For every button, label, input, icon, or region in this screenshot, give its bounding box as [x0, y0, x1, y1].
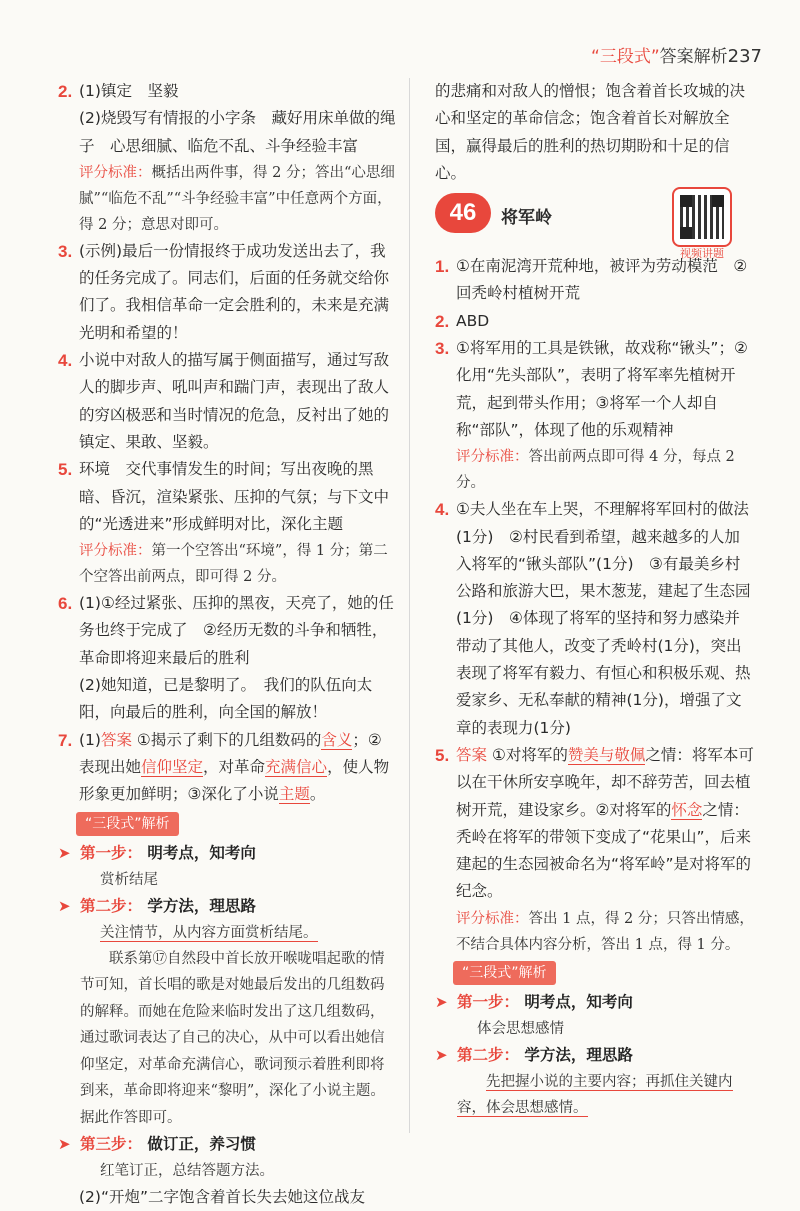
column-divider	[409, 78, 410, 1133]
answer-number: 6.	[58, 594, 73, 614]
answer-segment: ①揭示了剩下的几组数码的	[136, 730, 322, 749]
answer-text: (2)“开炮”二字饱含着首长失去她这位战友	[79, 1188, 366, 1207]
answer-prefix: (1)	[79, 730, 101, 749]
step-title: 学方法，理思路	[147, 896, 256, 915]
keyword: 怀念	[671, 800, 703, 819]
answer-3	[435, 335, 755, 496]
scoring-label: 评分标准：	[79, 164, 152, 181]
step-body	[58, 946, 396, 1132]
answer-text: (1)①经过紧张、压抑的黑夜，天亮了，她的任务也终于完成了 ②经历无数的斗争和牺牲，革命即将迎来最后的胜利	[79, 594, 394, 667]
answer-7-2	[58, 1184, 396, 1211]
left-column	[58, 78, 396, 1211]
step-3	[58, 1131, 396, 1158]
step-label: 第三步：	[80, 1135, 143, 1154]
header-label: 答案解析	[659, 47, 728, 67]
answer-text: (1)镇定 坚毅	[79, 82, 179, 100]
answer-text	[79, 727, 396, 809]
step-1	[435, 989, 755, 1016]
step-1	[58, 840, 396, 867]
answer-7	[58, 727, 396, 809]
step-body: 红笔订正，总结答题方法。	[100, 1163, 274, 1180]
scoring-text: 概括出两件事，得 2 分；答出“心思细腻”“临危不乱”“斗争经验丰富”中任意两个方面，得 2 分；意思对即可。	[79, 164, 395, 233]
answer-number: 7.	[58, 730, 73, 750]
analysis-tag: “三段式”解析	[453, 961, 556, 985]
answer-number: 2.	[435, 311, 450, 331]
arrow-icon: ➤	[435, 1045, 448, 1064]
step-body-text: 先把握小说的主要内容；再抓住关键内容，体会思想感情。	[457, 1073, 733, 1117]
answer-5	[435, 742, 755, 958]
scoring-standard	[79, 538, 396, 590]
step-2	[58, 893, 396, 920]
answer-4	[58, 347, 396, 456]
answer-segment: 之情：将军本可以在干休所安享晚年，却不辞劳苦，回去植树开荒，建设家乡。②对将军的	[456, 745, 754, 819]
answer-text	[456, 742, 755, 906]
answer-number: 5.	[435, 745, 450, 765]
step-title: 学方法，理思路	[524, 1045, 633, 1064]
answer-number: 3.	[435, 339, 450, 359]
answer-segment: 之情：秃岭在将军的带领下变成了“花果山”，后来建起的生态园被命名为“将军岭”是对将军的纪念。	[456, 800, 752, 901]
step-label: 第一步：	[457, 992, 520, 1011]
step-title: 明考点，知考向	[524, 992, 633, 1011]
answer-text: ①夫人坐在车上哭，不理解将军回村的做法(1分) ②村民看到希望，越来越多的人加入将军的“锹头部队”(1分) ③有最美乡村公路和旅游大巴，果木葱茏，建起了生态园(1分) ④体现了将军的坚持和努力感染并带动了其他人，改变了秃岭村(1分)，突出表现了将军有毅力、有恒心和积极乐观、热爱家乡、无私奉献的精神(1分)，增强了文章的表现力(1分)	[456, 500, 751, 737]
scoring-standard	[79, 160, 396, 238]
scoring-text: 答出 1 点，得 2 分；只答出情感，不结合具体内容分析，答出 1 点，得 1 分。	[456, 910, 754, 953]
qr-code-icon	[680, 195, 724, 239]
answer-text: 小说中对敌人的描写属于侧面描写，通过写敌人的脚步声、吼叫声和踹门声，表现出了敌人的穷凶极恶和当时情况的危急，反衬出了她的镇定、果敢、坚毅。	[79, 351, 390, 451]
step-body: 体会思想感情	[477, 1020, 564, 1037]
step-label: 第二步：	[457, 1045, 520, 1064]
scoring-standard	[456, 444, 755, 496]
answer-4	[435, 496, 755, 742]
right-column	[435, 78, 755, 1122]
answer-text: ABD	[456, 311, 490, 330]
answer-label: 答案	[456, 745, 488, 764]
header-brand: “三段式”	[591, 47, 660, 67]
step-lead	[58, 920, 396, 946]
step-body	[435, 1069, 755, 1122]
answer-3	[58, 238, 396, 347]
answer-text: ①在南泥湾开荒种地，被评为劳动模范 ②回秃岭村植树开荒	[456, 257, 748, 303]
step-label: 第二步：	[80, 896, 143, 915]
answer-1	[435, 253, 755, 308]
answer-segment: ①对将军的	[491, 745, 568, 764]
step-title: 明考点，知考向	[147, 843, 256, 862]
scoring-label: 评分标准：	[456, 910, 529, 927]
step-title: 做订正，养习惯	[147, 1135, 256, 1154]
keyword: 充满信心	[265, 757, 328, 776]
step-2	[435, 1042, 755, 1069]
answer-number: 2.	[58, 82, 73, 101]
answer-text: (2)烧毁写有情报的小字条 藏好用床单做的绳子 心思细腻、临危不乱、斗争经验丰富	[79, 109, 396, 155]
step-label: 第一步：	[80, 843, 143, 862]
answer-number: 3.	[58, 241, 73, 261]
answer-segment: 。	[309, 785, 326, 804]
answer-number: 4.	[435, 500, 450, 520]
answer-6	[58, 590, 396, 726]
keyword: 赞美与敬佩	[567, 745, 646, 764]
answer-5	[58, 456, 396, 590]
arrow-icon: ➤	[58, 1135, 71, 1154]
arrow-icon: ➤	[58, 896, 71, 915]
answer-segment: ，使人物形象更加鲜明；③深化了小说	[79, 757, 390, 804]
lesson-heading	[435, 193, 755, 261]
qr-code[interactable]	[672, 187, 732, 247]
answer-number: 1.	[435, 257, 450, 277]
qr-label: 视频讲题	[680, 247, 724, 261]
page-header	[591, 42, 762, 67]
keyword: 含义	[321, 730, 353, 749]
keyword: 主题	[278, 785, 310, 804]
answer-number: 4.	[58, 351, 73, 371]
step-lead-text: 关注情节，从内容方面赏析结尾。	[100, 924, 318, 941]
answer-segment: ；②表现出她	[79, 730, 382, 776]
answer-text: 的悲痛和对敌人的憎恨；饱含着首长攻城的决心和坚定的革命信念；饱含着首长对解放全国，赢得最后的胜利的热切期盼和十足的信心。	[435, 82, 746, 182]
step-body-text: 联系第⑰自然段中首长放开喉咙唱起歌的情节可知，首长唱的歌是对她最后发出的几组数码的解释。而她在危险来临时发出了这几组数码，通过歌词表达了自己的决心，从中可以看出她信仰坚定，对革命充满信心，歌词预示着胜利即将到来，革命即将迎来“黎明”，深化了小说主题。据此作答即可。	[80, 950, 385, 1126]
answer-text: (示例)最后一份情报终于成功发送出去了，我的任务完成了。同志们，后面的任务就交给你们了。我相信革命一定会胜利的，未来是充满光明和希望的！	[79, 241, 390, 342]
answer-2	[435, 308, 755, 335]
answer-number: 5.	[58, 460, 73, 480]
arrow-icon: ➤	[435, 992, 448, 1011]
analysis-tag: “三段式”解析	[76, 812, 179, 836]
answer-segment: ，对革命	[203, 757, 266, 776]
scoring-text: 答出前两点即可得 4 分，每点 2 分。	[456, 449, 735, 492]
arrow-icon: ➤	[58, 843, 71, 862]
keyword: 信仰坚定	[141, 757, 204, 776]
lesson-number: 46	[435, 193, 491, 233]
scoring-text: 第一个空答出“环境”，得 1 分；第二个空答出前两点，即可得 2 分。	[79, 543, 388, 586]
scoring-label: 评分标准：	[456, 449, 529, 466]
lesson-title: 将军岭	[501, 208, 552, 229]
answer-text: 环境 交代事情发生的时间；写出夜晚的黑暗、昏沉，渲染紧张、压抑的气氛；与下文中的“光透进来”形成鲜明对比，深化主题	[79, 460, 390, 533]
answer-text: ①将军用的工具是铁锹，故戏称“锹头”；②化用“先头部队”，表明了将军率先植树开荒，起到带头作用；③将军一个人却自称“部队”，体现了他的乐观精神	[456, 339, 748, 439]
answer-2	[58, 78, 396, 238]
scoring-label: 评分标准：	[79, 543, 152, 560]
answer-label: 答案	[100, 730, 132, 749]
scoring-standard	[456, 906, 755, 958]
continued-text	[435, 78, 755, 187]
step-body: 赏析结尾	[100, 871, 158, 888]
page-number: 237	[727, 46, 762, 67]
answer-text: (2)她知道，已是黎明了。 我们的队伍向太阳，向最后的胜利，向全国的解放！	[79, 676, 373, 722]
